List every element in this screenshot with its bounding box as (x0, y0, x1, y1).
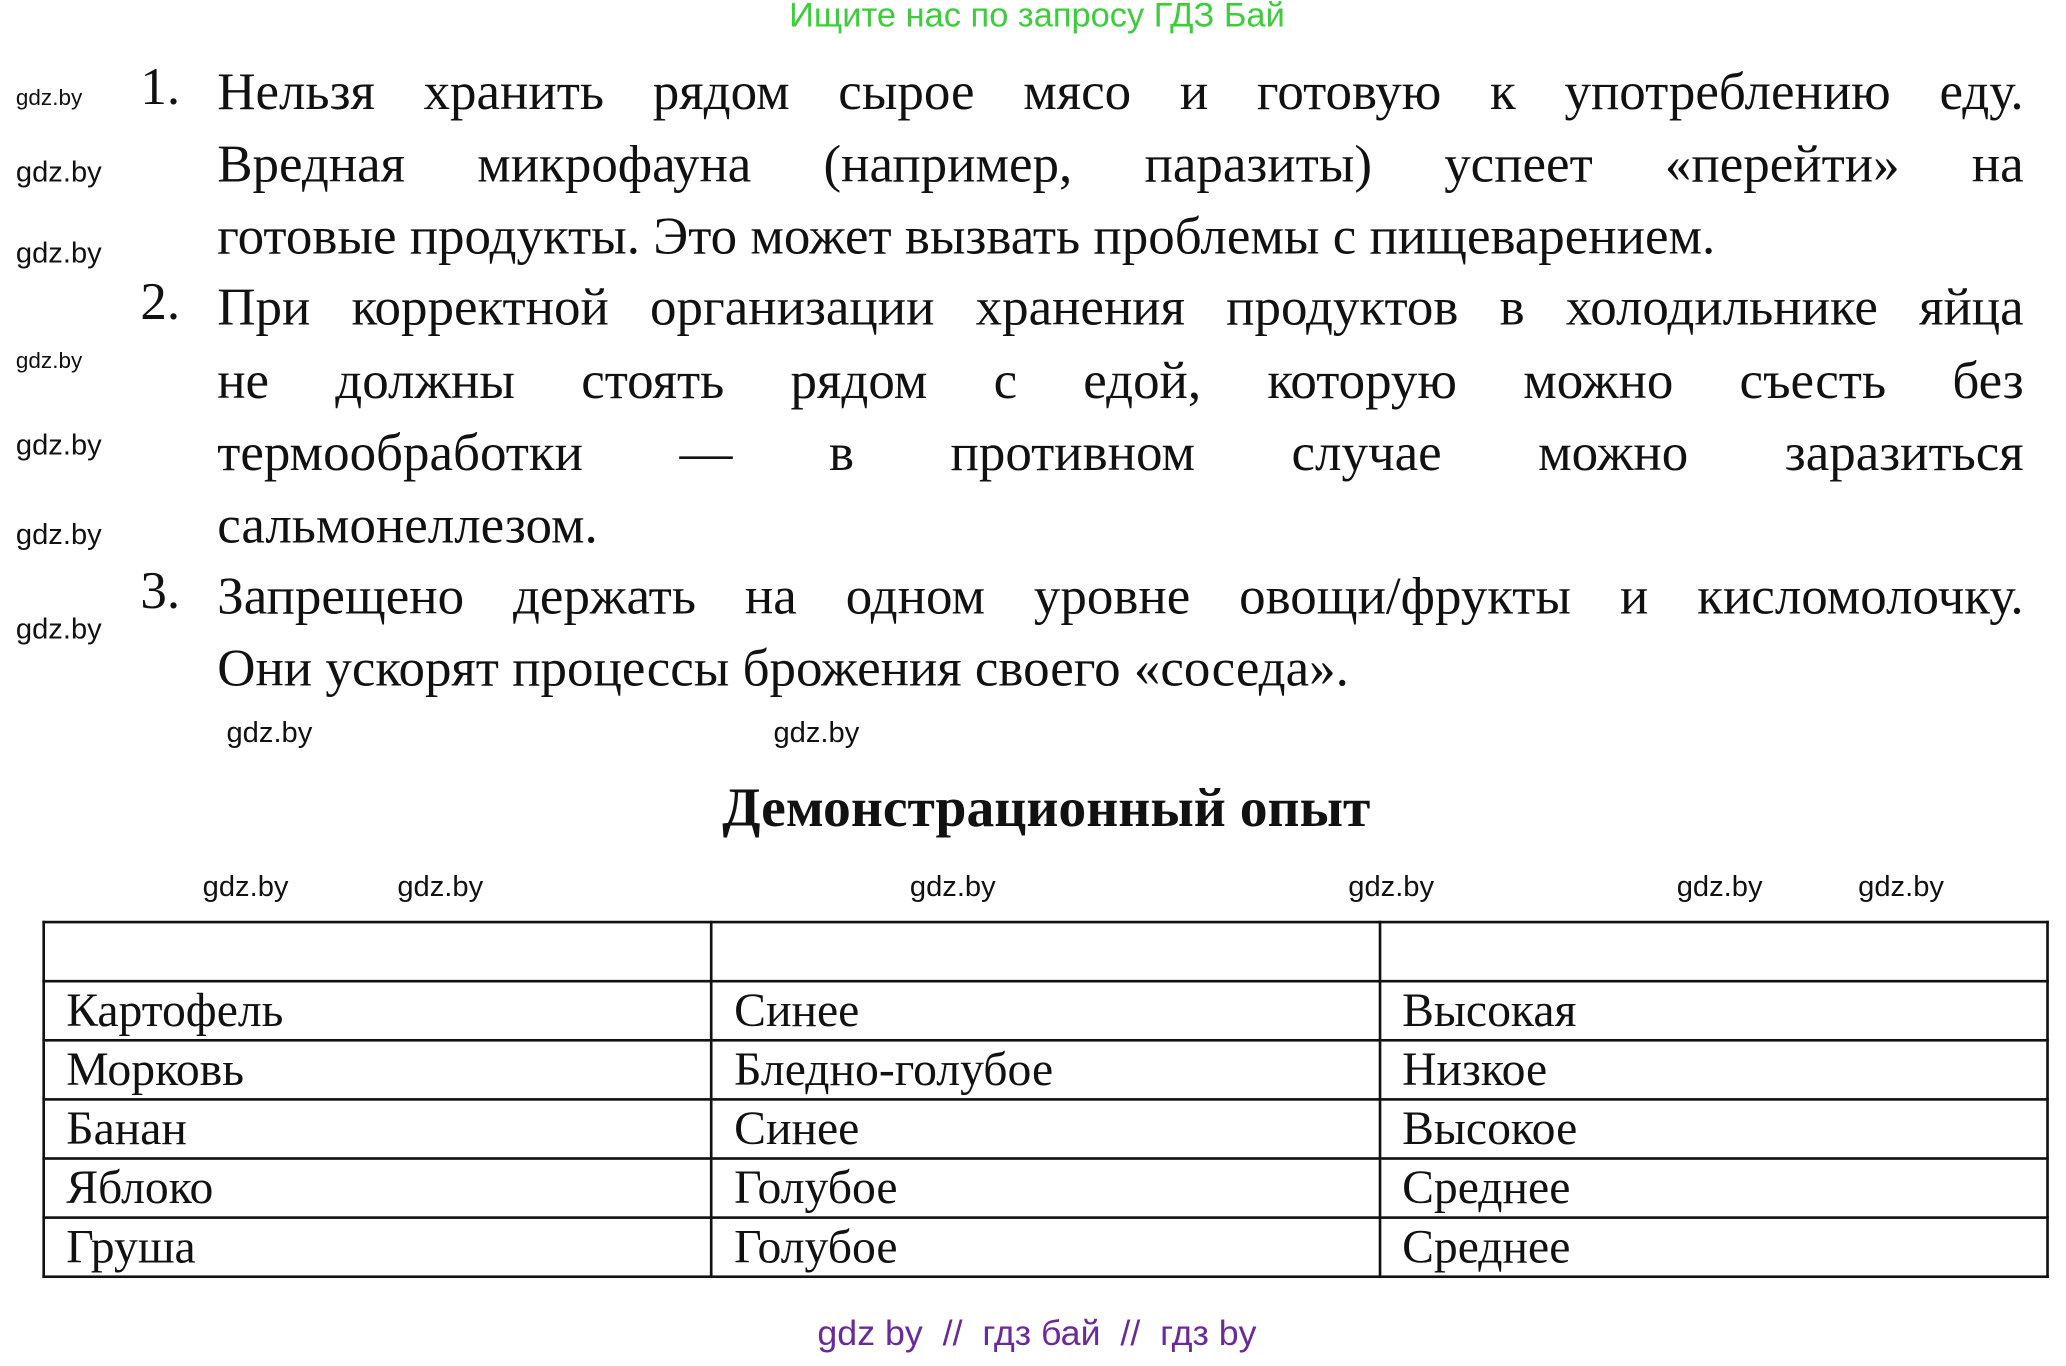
text-line: Нельзя хранить рядом сырое мясо и готовую к употреблению еду. (217, 61, 2024, 121)
item-number: 2. (140, 271, 181, 332)
table-cell: Синее (712, 1099, 1380, 1158)
watermark: gdz.by (15, 612, 102, 645)
table-cell: Высокая (1380, 981, 2048, 1040)
table-cell: Голубое (712, 1159, 1380, 1218)
table-cell: Морковь (44, 1040, 712, 1099)
watermark: gdz.by (15, 85, 83, 111)
watermark: gdz.by (1858, 869, 1944, 903)
table-cell: Голубое (712, 1218, 1380, 1277)
table-row (44, 1040, 2048, 1099)
table-header-cell (712, 922, 1380, 981)
section-title: Демонстрационный опыт (722, 778, 1371, 840)
search-hint: Ищите нас по запросу ГДЗ Бай (789, 0, 1285, 35)
watermark: gdz.by (397, 869, 484, 903)
watermark: gdz.by (15, 154, 102, 188)
watermark: gdz.by (226, 715, 313, 749)
watermark: gdz.by (15, 348, 83, 374)
watermark: gdz.by (202, 869, 289, 903)
text-line: Запрещено держать на одном уровне овощи/фрукты и кисломолочку. (217, 566, 2024, 626)
watermark: gdz.by (1348, 869, 1435, 903)
results-table (42, 921, 2048, 1278)
table-cell: Груша (44, 1218, 712, 1277)
text-line: не должны стоять рядом с едой, которую можно съесть без (217, 350, 2024, 410)
table-row (44, 1218, 2048, 1277)
table-cell: Низкое (1380, 1040, 2048, 1099)
text-line: При корректной организации хранения продуктов в холодильнике яйца (217, 277, 2024, 337)
watermark: gdz.by (773, 715, 860, 749)
table-cell: Бледно-голубое (712, 1040, 1380, 1099)
table-cell: Картофель (44, 981, 712, 1040)
watermark: gdz.by (15, 236, 102, 270)
text-line: сальмонеллезом. (217, 495, 598, 555)
watermark: gdz.by (909, 869, 996, 903)
watermark: gdz.by (15, 428, 102, 462)
watermark: gdz.by (1676, 869, 1763, 903)
table-row (44, 1159, 2048, 1218)
table-cell: Высокое (1380, 1099, 2048, 1158)
table-cell: Яблоко (44, 1159, 712, 1218)
table-cell: Среднее (1380, 1218, 2048, 1277)
watermark: gdz.by (15, 517, 102, 551)
text-line: Вредная микрофауна (например, паразиты) успеет «перейти» на (217, 133, 2024, 194)
text-line: готовые продукты. Это может вызвать проблемы с пищеварением. (217, 206, 1716, 266)
item-number: 1. (140, 56, 181, 116)
item-number: 3. (140, 560, 181, 620)
table-header-cell (44, 922, 712, 981)
table-cell: Синее (712, 981, 1380, 1040)
table-cell: Среднее (1380, 1159, 2048, 1218)
table-header-row (44, 922, 2048, 981)
table-row (44, 981, 2048, 1040)
table-row (44, 1099, 2048, 1158)
text-line: Они ускорят процессы брожения своего «соседа». (217, 638, 1349, 698)
table-header-cell (1380, 922, 2048, 981)
footer-links: gdz by // гдз бай // гдз by (817, 1313, 1257, 1353)
text-line: термообработки — в противном случае можно заразиться (217, 422, 2024, 483)
table-cell: Банан (44, 1099, 712, 1158)
